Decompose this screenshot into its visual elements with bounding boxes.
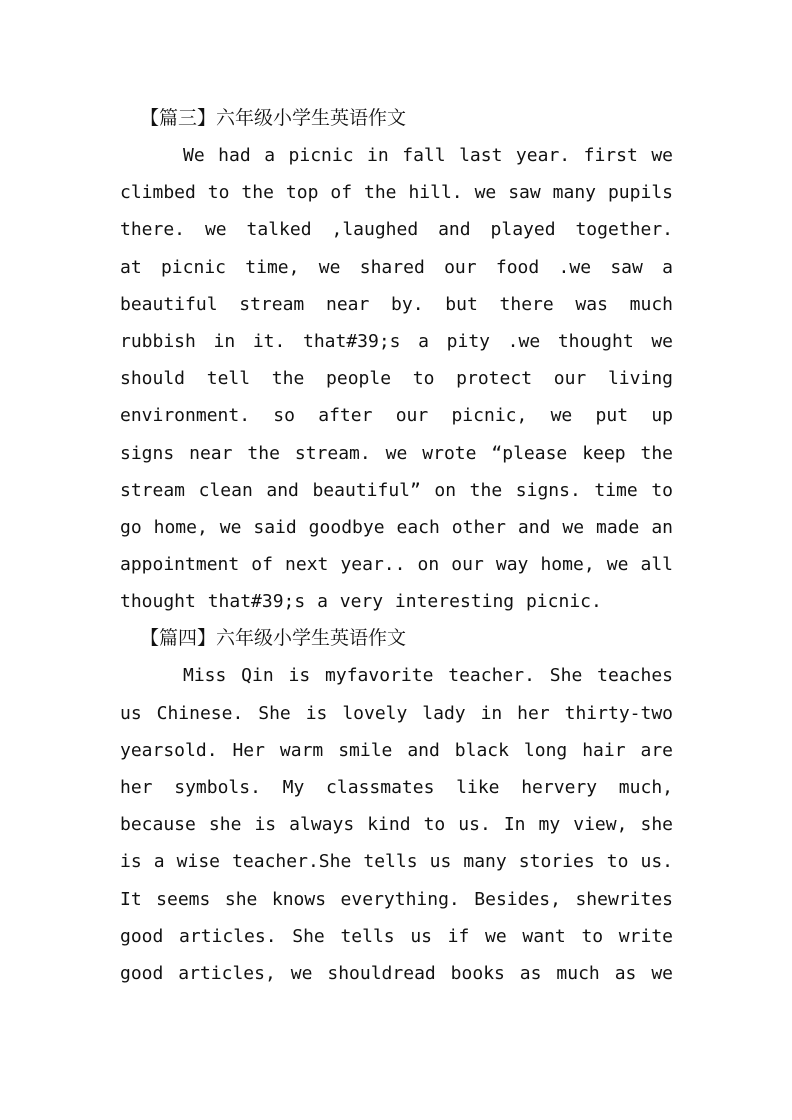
- text-line: environment. so after our picnic, we put up: [120, 405, 673, 427]
- text-line: appointment of next year.. on our way home, we all: [120, 554, 673, 576]
- text-line: should tell the people to protect our living: [120, 368, 673, 390]
- text-line: go home, we said goodbye each other and we made an: [120, 516, 673, 538]
- document-body: [120, 100, 673, 992]
- text-line: yearsold. Her warm smile and black long hair are: [120, 739, 673, 761]
- section-heading-4: 【篇四】六年级小学生英语作文: [140, 627, 407, 650]
- text-line: beautiful stream near by. but there was much: [120, 293, 673, 315]
- text-line: signs near the stream. we wrote “please keep the: [120, 442, 673, 464]
- text-line: climbed to the top of the hill. we saw many pupils: [120, 182, 673, 204]
- text-line: rubbish in it. that#39;s a pity .we thought we: [120, 330, 673, 352]
- text-line: good articles, we shouldread books as much as we: [120, 962, 673, 984]
- text-line: is a wise teacher.She tells us many stories to us.: [120, 851, 673, 873]
- text-line: It seems she knows everything. Besides, shewrites: [120, 888, 673, 910]
- text-line: Miss Qin is myfavorite teacher. She teaches: [183, 665, 673, 687]
- text-line: thought that#39;s a very interesting picnic.: [120, 591, 602, 613]
- essay-paragraph-3: [120, 137, 673, 620]
- essay-paragraph-4: [120, 657, 673, 992]
- text-line: at picnic time, we shared our food .we saw a: [120, 256, 673, 278]
- section-heading-3: 【篇三】六年级小学生英语作文: [140, 107, 407, 129]
- text-line: We had a picnic in fall last year. first we: [183, 145, 673, 166]
- text-line: her symbols. My classmates like hervery much,: [120, 777, 673, 798]
- text-line: there. we talked ,laughed and played together.: [120, 219, 673, 241]
- text-line: good articles. She tells us if we want to write: [120, 925, 673, 947]
- text-line: because she is always kind to us. In my view, she: [120, 814, 673, 836]
- text-line: stream clean and beautiful” on the signs. time to: [120, 479, 673, 501]
- text-line: us Chinese. She is lovely lady in her thirty-two: [120, 702, 673, 724]
